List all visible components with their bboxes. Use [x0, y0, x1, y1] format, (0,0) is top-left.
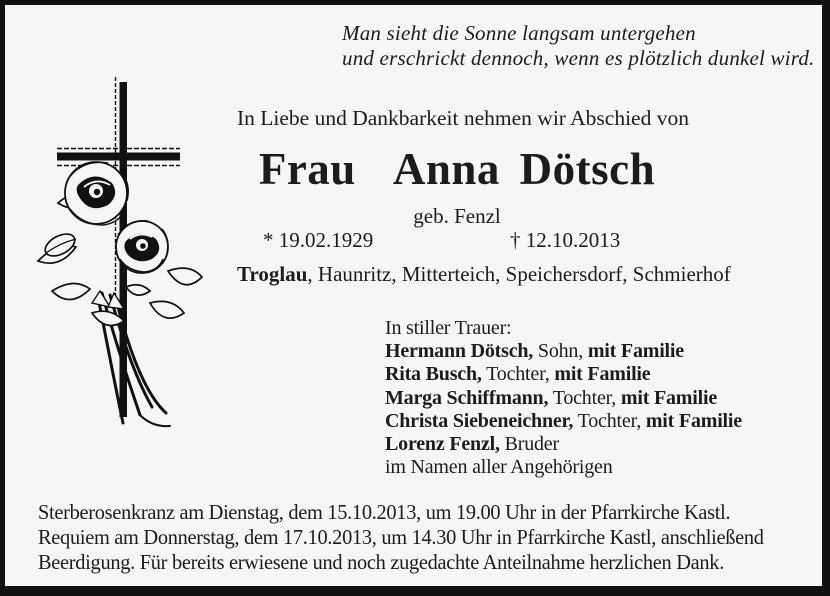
deceased-name: Frau Anna Dötsch [258, 144, 656, 194]
cross-with-roses-icon [30, 75, 222, 437]
announcement-line-3: Beerdigung. Für bereits erwiesene und noch zugedachte Anteilnahme herzlichen Dank. [38, 550, 725, 575]
mourner-row: Christa Siebeneichner, Tochter, mit Familie [385, 409, 742, 432]
mourner-row: Rita Busch, Tochter, mit Familie [385, 363, 651, 386]
motto-line-1: Man sieht die Sonne langsam untergehen [342, 21, 696, 45]
announcement-line-2: Requiem am Donnerstag, dem 17.10.2013, um 14.30 Uhr in Pfarrkirche Kastl, anschließend [38, 525, 764, 550]
motto-line-2: und erschrickt dennoch, wenn es plötzlich dunkel wird. [342, 46, 815, 70]
motto [342, 21, 815, 71]
mourner-row: Hermann Dötsch, Sohn, mit Familie [385, 340, 684, 363]
death-date: † 12.10.2013 [510, 228, 621, 252]
mourning-block [385, 317, 742, 479]
places-line [237, 262, 731, 287]
mourner-row: Lorenz Fenzl, Bruder [385, 433, 559, 456]
place-primary: Troglau [237, 262, 308, 286]
mourner-row: Marga Schiffmann, Tochter, mit Familie [385, 386, 718, 409]
announcement-line-1: Sterberosenkranz am Dienstag, dem 15.10.2013, um 19.00 Uhr in der Pfarrkirche Kastl. [38, 500, 731, 524]
intro-line: In Liebe und Dankbarkeit nehmen wir Abschied von [237, 106, 689, 130]
announcement-block [38, 500, 764, 576]
maiden-name: geb. Fenzl [413, 204, 501, 228]
places-rest: , Haunritz, Mitterteich, Speichersdorf, Schmierhof [307, 262, 731, 286]
mourning-heading: In stiller Trauer: [385, 317, 512, 339]
mourning-closing: im Namen aller Angehörigen [385, 456, 613, 479]
birth-date: * 19.02.1929 [263, 228, 374, 252]
